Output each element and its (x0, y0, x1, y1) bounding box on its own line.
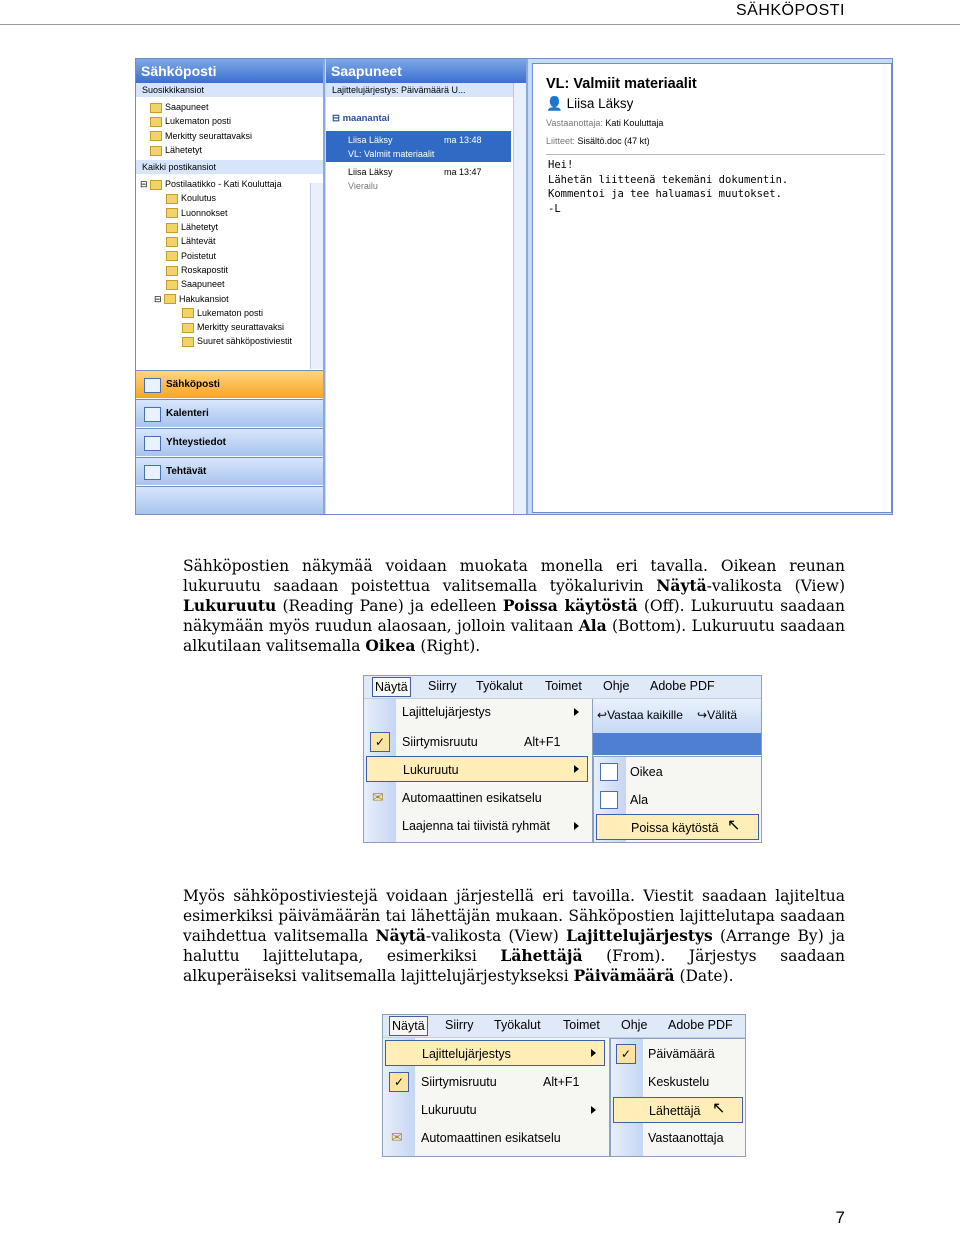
mailbox-icon (150, 180, 162, 190)
nav-button-mail[interactable]: Sähköposti (136, 370, 323, 398)
reading-sender: 👤 Liisa Läksy (546, 96, 634, 111)
submenu-item-bottom[interactable]: Ala (630, 793, 649, 807)
paragraph-arrange-by: Myös sähköpostiviestejä voidaan järjestellä eri tavoilla. Viestit saadaan lajiteltua esimerkiksi päivämäärän tai lähettäjän mukaan. Sähköpostien lajittelutapa saadaan vaihdettua valitsemalla Näytä-valikosta (View) Lajittelujärjestys (Arrange By) ja haluttu lajittelutapa, esimerkiksi Lähettäjä (From). Järjestys saadaan alkuperäiseksi valitsemalla lajittelujärjestykseksi Päivämäärä (Date). (183, 887, 845, 985)
tree-item[interactable]: Merkitty seurattavaksi (136, 320, 323, 334)
tree-item[interactable]: Lähetetyt (136, 220, 323, 234)
recipient-line: Vastaanottaja: Kati Kouluttaja (546, 118, 664, 128)
header-divider (546, 154, 885, 155)
folder-icon (150, 117, 162, 127)
tree-item[interactable]: ⊟ Hakukansiot (154, 293, 229, 304)
forward-button[interactable]: ↪Välitä (697, 708, 738, 722)
search-folder-icon (164, 294, 176, 304)
submenu-item-date[interactable]: Päivämäärä (648, 1047, 715, 1061)
reading-subject: VL: Valmiit materiaalit (546, 76, 697, 92)
folder-icon (166, 266, 178, 276)
favorite-folder[interactable]: Lähetetyt (150, 143, 323, 157)
view-dropdown (364, 699, 593, 842)
nav-button-tasks[interactable]: Tehtävät (136, 457, 323, 485)
folder-icon (150, 146, 162, 156)
folder-icon (150, 131, 162, 141)
menu-item-navigation-pane[interactable]: Siirtymisruutu Alt+F1 (421, 1075, 580, 1089)
nav-pane-title: Sähköposti (136, 59, 323, 83)
menu-adobe-pdf[interactable]: Adobe PDF (650, 679, 715, 693)
submenu-item-off[interactable]: Poissa käytöstä ↖ (596, 814, 759, 840)
menu-bar (364, 676, 761, 699)
pane-title-strip (593, 733, 761, 755)
message-item[interactable]: Liisa Läksy ma 13:48 VL: Valmiit materiaalit (326, 131, 511, 162)
checkmark-icon: ✓ (389, 1072, 409, 1092)
submenu-arrow-icon (591, 1049, 596, 1057)
right-pane-icon (600, 763, 618, 781)
menu-item-reading-pane[interactable]: Lukuruutu (421, 1097, 604, 1123)
menu-item-reading-pane[interactable]: Lukuruutu (366, 756, 588, 782)
folder-icon (166, 237, 178, 247)
tree-item[interactable]: Koulutus (136, 191, 323, 205)
folder-icon (182, 323, 194, 333)
reading-pane-submenu (593, 756, 762, 843)
folder-icon (166, 280, 178, 290)
favorite-folder[interactable]: Lukematon posti (150, 114, 323, 128)
arrange-by-submenu (610, 1038, 746, 1157)
cursor-icon: ↖ (727, 817, 741, 834)
menu-help[interactable]: Ohje (621, 1018, 648, 1032)
message-item[interactable]: Liisa Läksy ma 13:47 Vierailu (348, 167, 482, 191)
tree-item[interactable]: Poistetut (136, 249, 323, 263)
reply-all-button[interactable]: ↩Vastaa kaikille (597, 708, 683, 722)
nav-button-contacts[interactable]: Yhteystiedot (136, 428, 323, 456)
submenu-arrow-icon (574, 708, 579, 716)
menu-item-arrange-by[interactable]: Lajittelujärjestys (385, 1040, 605, 1066)
menu-bar (383, 1015, 745, 1038)
folder-icon (182, 308, 194, 318)
tree-item[interactable]: Luonnokset (136, 206, 323, 220)
tree-item[interactable]: Saapuneet (136, 277, 323, 291)
reading-pane (532, 63, 892, 513)
menu-adobe-pdf[interactable]: Adobe PDF (668, 1018, 733, 1032)
tree-scrollbar[interactable] (310, 183, 323, 369)
tree-item[interactable]: Suuret sähköpostiviestit (136, 334, 323, 348)
tasks-icon (144, 465, 161, 480)
nav-button-calendar[interactable]: Kalenteri (136, 399, 323, 427)
menu-item-arrange-by[interactable]: Lajittelujärjestys (402, 699, 587, 725)
folder-icon (182, 337, 194, 347)
toolbar (593, 699, 761, 733)
nav-shortcut-bar[interactable] (136, 486, 323, 514)
cursor-icon: ↖ (712, 1100, 726, 1117)
menu-item-expand-collapse[interactable]: Laajenna tai tiivistä ryhmät (402, 813, 587, 839)
folder-icon (166, 223, 178, 233)
view-menu-screenshot-1 (363, 675, 762, 843)
favorites-heading: Suosikkikansiot (136, 83, 323, 97)
menu-view[interactable]: Näytä (389, 1016, 428, 1036)
message-body: Hei! Lähetän liitteenä tekemäni dokumentin. Kommentoi ja tee haluamasi muutokset. -L (548, 159, 789, 215)
paragraph-reading-pane: Sähköpostien näkymää voidaan muokata monella eri tavalla. Oikean reunan lukuruutu saadaan poistettua valitsemalla työkalurivin Näytä-valikosta (View) Lukuruutu (Reading Pane) ja edelleen Poissa käytöstä (Off). Lukuruutu saadaan näkymään myös ruudun alaosaan, jolloin valitaan Ala (Bottom). Lukuruutu saadaan alkutilaan valitsemalla Oikea (Right). (183, 557, 845, 655)
submenu-item-right[interactable]: Oikea (630, 765, 663, 779)
menu-view[interactable]: Näytä (372, 677, 411, 697)
tree-item[interactable]: Lähtevät (136, 234, 323, 248)
menu-go[interactable]: Siirry (428, 679, 457, 693)
list-scrollbar[interactable] (513, 83, 526, 514)
outlook-screenshot (135, 58, 893, 515)
navigation-pane (136, 59, 325, 514)
autopreview-icon: ✉ (391, 1129, 403, 1145)
submenu-arrow-icon (574, 765, 579, 773)
mail-icon (144, 378, 161, 393)
tree-item[interactable]: Lukematon posti (136, 306, 323, 320)
submenu-item-from[interactable]: Lähettäjä ↖ (613, 1097, 743, 1123)
folder-icon (166, 208, 178, 218)
bottom-pane-icon (600, 791, 618, 809)
tree-item[interactable]: Roskapostit (136, 263, 323, 277)
view-dropdown (383, 1038, 610, 1156)
menu-item-autopreview[interactable]: Automaattinen esikatselu (421, 1131, 561, 1145)
attachment-link[interactable]: Sisältö.doc (47 kt) (577, 136, 650, 146)
menu-tools[interactable]: Työkalut (494, 1018, 541, 1032)
attachment-line: Liitteet: Sisältö.doc (47 kt) (546, 136, 650, 146)
page-number: 7 (835, 1208, 845, 1227)
sort-header[interactable]: Lajittelujärjestys: Päivämäärä U... (326, 83, 526, 97)
menu-help[interactable]: Ohje (603, 679, 630, 693)
submenu-item-to[interactable]: Vastaanottaja (648, 1131, 724, 1145)
favorite-folder[interactable]: Saapuneet (150, 100, 323, 114)
person-icon: 👤 (546, 96, 567, 111)
group-header[interactable]: ⊟ maanantai (332, 113, 390, 124)
checkmark-icon: ✓ (616, 1044, 636, 1064)
folder-icon (150, 103, 162, 113)
contacts-icon (144, 436, 161, 451)
menu-go[interactable]: Siirry (445, 1018, 474, 1032)
view-menu-screenshot-2 (382, 1014, 746, 1157)
list-pane-title: Saapuneet (326, 59, 526, 83)
message-list-pane (326, 59, 528, 514)
checkmark-icon: ✓ (370, 732, 390, 752)
favorite-folder[interactable]: Merkitty seurattavaksi (150, 129, 323, 143)
submenu-arrow-icon (574, 822, 579, 830)
page-header-title: SÄHKÖPOSTI (735, 2, 845, 19)
submenu-arrow-icon (591, 1106, 596, 1114)
autopreview-icon: ✉ (372, 789, 384, 805)
all-folders-heading: Kaikki postikansiot (136, 160, 323, 174)
favorites-list (136, 97, 323, 160)
menu-tools[interactable]: Työkalut (476, 679, 523, 693)
menu-item-autopreview[interactable]: Automaattinen esikatselu (402, 791, 542, 805)
folder-icon (166, 194, 178, 204)
folder-tree (136, 174, 323, 349)
header-rule (0, 24, 960, 25)
submenu-item-conversation[interactable]: Keskustelu (648, 1075, 710, 1089)
menu-actions[interactable]: Toimet (563, 1018, 600, 1032)
calendar-icon (144, 407, 161, 422)
folder-icon (166, 251, 178, 261)
menu-actions[interactable]: Toimet (545, 679, 582, 693)
tree-item[interactable]: ⊟ Postilaatikko - Kati Kouluttaja (140, 179, 282, 190)
menu-item-navigation-pane[interactable]: Siirtymisruutu Alt+F1 (402, 735, 561, 749)
